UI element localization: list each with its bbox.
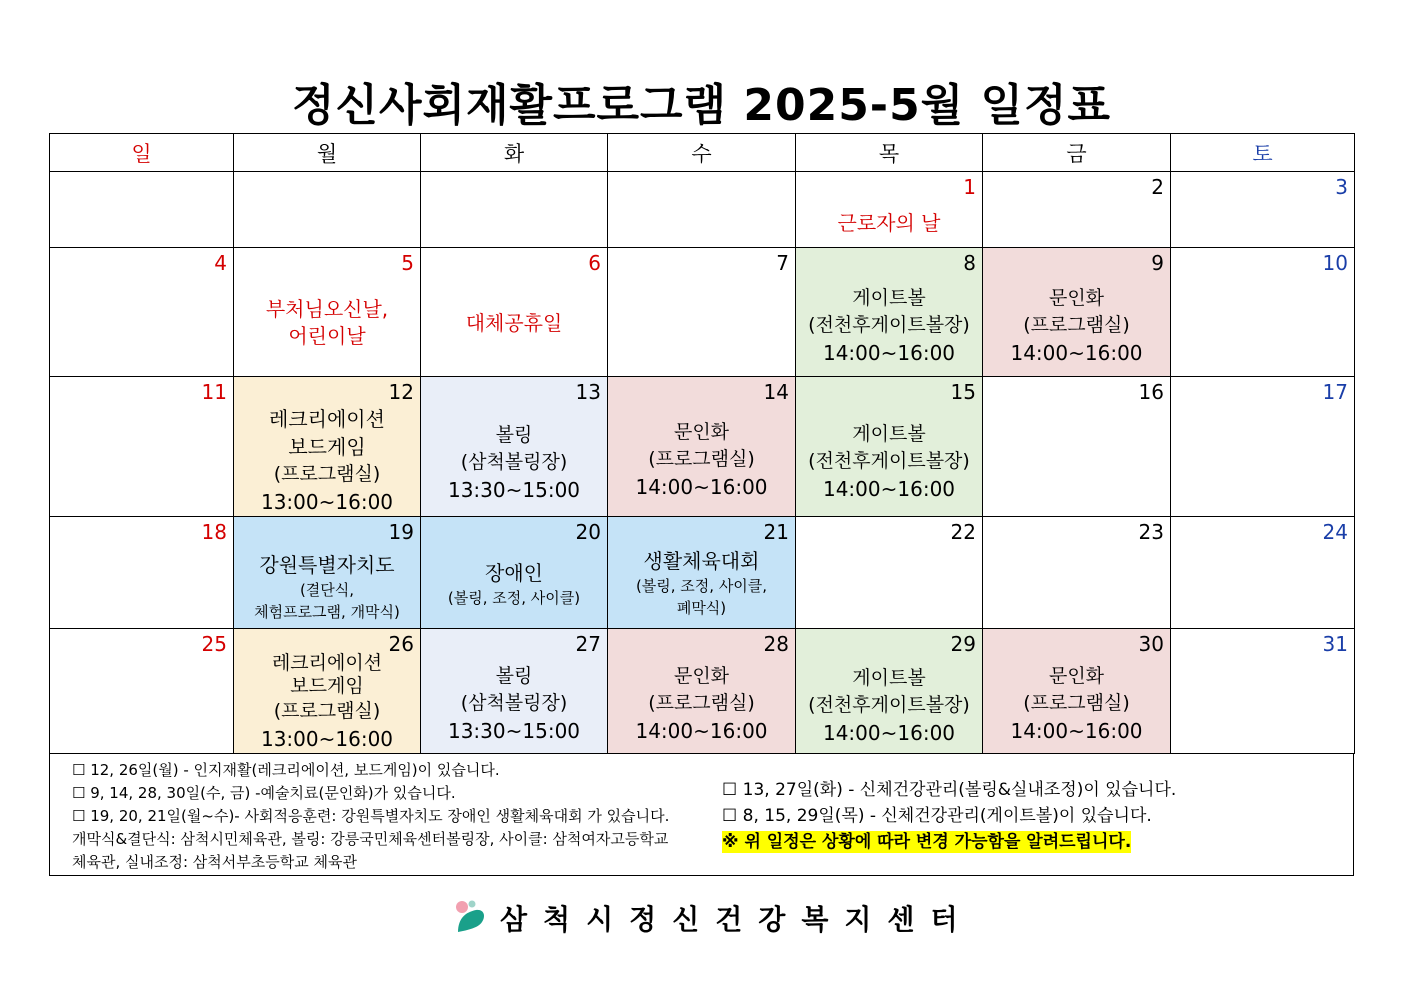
day-cell-26 [234,629,421,754]
note-left-2: ☐ 9, 14, 28, 30일(수, 금) -예술치료(문인화)가 있습니다. [72,784,456,802]
day-cell-16 [983,377,1171,517]
weekday-wed: 수 [608,134,796,172]
event-location: (삼척볼링장) [460,692,568,714]
event-location: (프로그램실) [273,463,381,485]
day-cell-1 [796,172,983,248]
event-time: 14:00~16:00 [822,721,956,745]
day-cell-30 [983,629,1171,754]
note-right-3-highlight: ※ 위 일정은 상황에 따라 변경 가능함을 알려드립니다. [722,832,1132,852]
event-time: 14:00~16:00 [1010,341,1143,365]
day-number: 1 [963,175,976,199]
weekday-sat: 토 [1171,134,1355,172]
event-bowling [421,422,607,504]
day-cell-15 [796,377,983,517]
day-cell-13 [421,377,608,517]
weekday-header-row [50,134,1355,172]
event-gateball [796,285,982,367]
event-time: 14:00~16:00 [635,719,768,743]
event-title: 보드게임 [288,435,366,459]
day-number: 4 [214,251,227,275]
day-number: 20 [575,520,601,544]
event-recreation [234,405,420,516]
week-row-2 [50,248,1355,377]
event-title: 문인화 [1048,665,1105,687]
day-number: 28 [763,632,789,656]
event-title: 문인화 [673,421,730,443]
event-location: (전천후게이트볼장) [808,450,970,472]
day-cell-21 [608,517,796,629]
day-number: 3 [1335,175,1348,199]
day-number: 29 [950,632,976,656]
weekday-thu: 목 [796,134,983,172]
event-title: 레크리에이션 [271,652,383,674]
event-title: 게이트볼 [852,423,926,445]
day-cell-5 [234,248,421,377]
note-left-3: ☐ 19, 20, 21일(월~수)- 사회적응훈련: 강원특별자치도 장애인 생활체육대회 가 있습니다. [72,807,670,825]
event-title: 게이트볼 [852,287,926,309]
event-time: 13:00~16:00 [260,727,394,751]
day-number: 25 [201,632,227,656]
event-art [608,663,795,745]
event-time: 14:00~16:00 [822,477,956,501]
event-title: 강원특별자치도 [259,553,395,577]
note-left-1: ☐ 12, 26일(월) - 인지재활(레크리에이션, 보드게임)이 있습니다. [72,761,500,779]
day-cell-18 [50,517,234,629]
day-number: 11 [201,380,227,404]
week-row-1 [50,172,1355,248]
day-number: 5 [401,251,414,275]
event-recreation [234,652,420,753]
weekday-sun: 일 [50,134,234,172]
day-number: 23 [1138,520,1164,544]
event-location: (전천후게이트볼장) [808,694,970,716]
day-cell-11 [50,377,234,517]
day-cell-empty [421,172,608,248]
day-number: 8 [963,251,976,275]
center-logo-icon [452,898,488,938]
event-sports [234,551,420,623]
note-right-1: ☐ 13, 27일(화) - 신체건강관리(볼링&실내조정)이 있습니다. [722,780,1177,800]
day-cell-7 [608,248,796,377]
day-cell-24 [1171,517,1355,629]
event-gateball [796,421,982,503]
day-number: 12 [388,380,414,404]
event-time: 13:30~15:00 [447,478,581,502]
holiday-line: 어린이날 [288,324,366,348]
day-number: 24 [1322,520,1348,544]
center-name: 삼척시정신건강복지센터 [500,903,974,936]
day-cell-22 [796,517,983,629]
weekday-tue: 화 [421,134,608,172]
event-art [608,419,795,501]
day-cell-29 [796,629,983,754]
day-number: 15 [950,380,976,404]
event-title: 게이트볼 [852,667,926,689]
day-cell-17 [1171,377,1355,517]
event-location: (프로그램실) [1023,692,1130,714]
day-cell-10 [1171,248,1355,377]
event-detail: 폐막식) [676,599,727,617]
event-title: 생활체육대회 [643,549,760,573]
event-title: 보드게임 [290,675,364,697]
weekday-fri: 금 [983,134,1171,172]
event-title: 문인화 [673,665,730,687]
day-cell-19 [234,517,421,629]
day-cell-empty [234,172,421,248]
notes-box [49,754,1354,876]
event-location: (프로그램실) [648,448,755,470]
day-number: 14 [763,380,789,404]
day-number: 27 [575,632,601,656]
week-row-3 [50,377,1355,517]
day-cell-3 [1171,172,1355,248]
day-number: 30 [1138,632,1164,656]
day-cell-14 [608,377,796,517]
event-art [983,285,1170,367]
day-cell-4 [50,248,234,377]
day-number: 18 [201,520,227,544]
event-time: 14:00~16:00 [1010,719,1143,743]
event-time: 13:00~16:00 [260,490,394,514]
note-left-5: 체육관, 실내조정: 삼척서부초등학교 체육관 [72,853,357,871]
day-number: 22 [950,520,976,544]
footer [452,898,974,938]
event-art [983,663,1170,745]
weekday-mon: 월 [234,134,421,172]
event-detail: (결단식, [299,581,355,599]
event-title: 장애인 [485,561,543,585]
event-detail: 체험프로그램, 개막식) [254,603,400,621]
day-cell-empty [608,172,796,248]
event-location: (프로그램실) [273,700,381,722]
day-number: 26 [388,632,414,656]
week-row-4 [50,517,1355,629]
event-sports [608,547,795,619]
day-number: 16 [1138,380,1164,404]
day-cell-31 [1171,629,1355,754]
page-title: 정신사회재활프로그램 2025-5월 일정표 [291,80,1112,131]
event-detail: (볼링, 조정, 사이클) [447,589,581,607]
day-cell-28 [608,629,796,754]
event-time: 14:00~16:00 [635,475,768,499]
day-number: 9 [1151,251,1164,275]
event-location: (프로그램실) [1023,314,1130,336]
event-detail: (볼링, 조정, 사이클, [635,577,768,595]
day-number: 17 [1322,380,1348,404]
day-cell-12 [234,377,421,517]
holiday-label: 근로자의 날 [837,211,941,235]
day-cell-2 [983,172,1171,248]
day-number: 10 [1322,251,1348,275]
day-cell-27 [421,629,608,754]
event-location: (삼척볼링장) [460,451,568,473]
event-sports [421,559,607,609]
event-location: (전천후게이트볼장) [808,314,970,336]
day-number: 31 [1322,632,1348,656]
note-left-4: 개막식&결단식: 삼척시민체육관, 볼링: 강릉국민체육센터볼링장, 사이클: 삼척여자고등학교 [72,830,669,848]
event-title: 레크리에이션 [269,407,385,431]
day-cell-20 [421,517,608,629]
day-cell-empty [50,172,234,248]
holiday-line: 부처님오신날, [265,297,389,321]
event-time: 14:00~16:00 [822,341,956,365]
event-bowling [421,663,607,745]
day-cell-9 [983,248,1171,377]
day-number: 13 [575,380,601,404]
day-number: 19 [388,520,414,544]
event-time: 13:30~15:00 [447,719,581,743]
day-cell-23 [983,517,1171,629]
note-right-2: ☐ 8, 15, 29일(목) - 신체건강관리(게이트볼)이 있습니다. [722,806,1152,826]
week-row-5 [50,629,1355,754]
event-location: (프로그램실) [648,692,755,714]
day-number: 21 [763,520,789,544]
holiday-label [234,296,420,350]
day-number: 7 [776,251,789,275]
event-title: 볼링 [495,665,533,687]
day-cell-25 [50,629,234,754]
day-cell-6 [421,248,608,377]
event-title: 문인화 [1048,287,1105,309]
event-gateball [796,665,982,747]
event-title: 볼링 [495,424,533,446]
day-cell-8 [796,248,983,377]
holiday-label: 대체공휴일 [465,311,563,335]
calendar-table [49,133,1355,754]
day-number: 2 [1151,175,1164,199]
day-number: 6 [588,251,601,275]
